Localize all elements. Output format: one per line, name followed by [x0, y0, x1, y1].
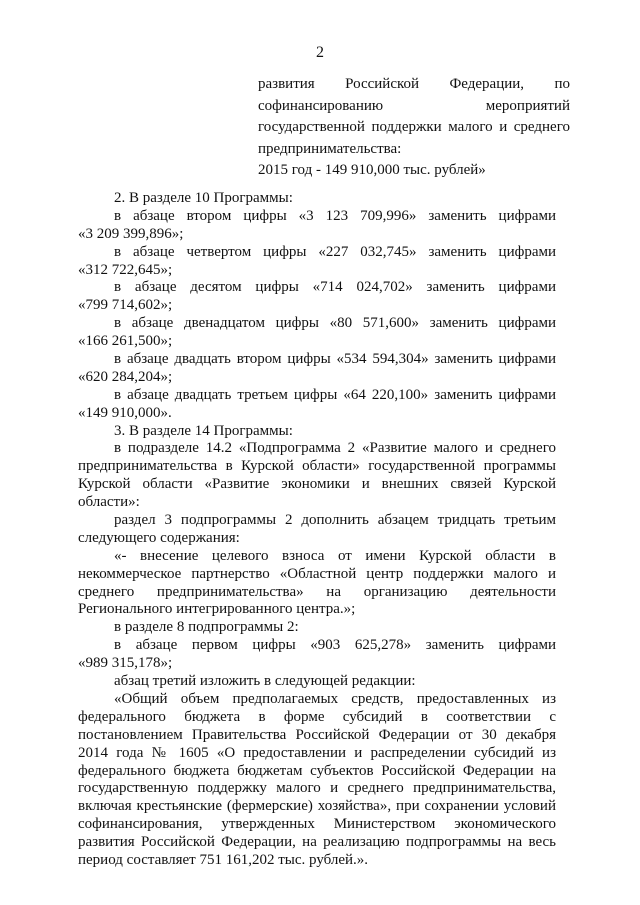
body-line: некоммерческое партнерство «Областной центр поддержки малого и [78, 565, 556, 582]
body-line: 2. В разделе 10 Программы: [114, 190, 293, 206]
body-line: «3 209 399,896»; [78, 225, 184, 242]
body-line: в подразделе 14.2 «Подпрограмма 2 «Развитие малого и среднего [114, 440, 556, 457]
body-line: постановлением Правительства Российской Федерации от 30 декабря [78, 726, 556, 743]
body-line: «799 714,602»; [78, 297, 173, 314]
continuation-line: предпринимательства: [258, 140, 402, 157]
body-line: в абзаце двадцать втором цифры «534 594,304» заменить цифрами [114, 351, 556, 368]
body-line: федерального бюджета в форме субсидий в соответствии с [78, 708, 556, 725]
body-line: «312 722,645»; [78, 261, 173, 278]
body-line: «166 261,500»; [78, 333, 173, 350]
body-line: в разделе 8 подпрограммы 2: [114, 619, 299, 636]
body-line: период составляет 751 161,202 тыс. рублей.». [78, 851, 369, 868]
body-line: включая крестьянские (фермерские) хозяйства», при сохранении условий [78, 798, 556, 815]
body-line: развития Российской Федерации, на реализацию подпрограммы на весь [78, 834, 556, 851]
body-line: следующего содержания: [78, 529, 240, 546]
continuation-block [258, 74, 570, 182]
body-line: среднего предпринимательства» на организацию деятельности [78, 583, 556, 600]
document-body [78, 190, 556, 870]
body-line: области»: [78, 494, 140, 511]
body-line: абзац третий изложить в следующей редакции: [114, 673, 416, 690]
page-number: 2 [316, 44, 324, 61]
continuation-line: государственной поддержки малого и среднего [258, 119, 570, 135]
body-line: «- внесение целевого взноса от имени Курской области в [114, 547, 556, 564]
body-line: федерального бюджета бюджетам субъектов Российской Федерации на [78, 762, 556, 779]
body-line: в абзаце втором цифры «3 123 709,996» заменить цифрами [114, 207, 556, 224]
continuation-line: 2015 год - 149 910,000 тыс. рублей» [258, 162, 486, 178]
body-line: в абзаце первом цифры «903 625,278» заменить цифрами [114, 637, 556, 654]
body-line: в абзаце четвертом цифры «227 032,745» заменить цифрами [114, 243, 556, 260]
body-line: 3. В разделе 14 Программы: [114, 422, 293, 439]
body-line: «Общий объем предполагаемых средств, предоставленных из [114, 690, 556, 707]
body-line: софинансирования, утвержденных Министерством экономического [78, 816, 556, 833]
body-line: «620 284,204»; [78, 368, 173, 385]
continuation-line: софинансированию мероприятий [258, 97, 570, 114]
body-line: Регионального интегрированного центра.»; [78, 601, 356, 618]
body-line: в абзаце двенадцатом цифры «80 571,600» заменить цифрами [114, 315, 556, 332]
body-line: государственную поддержку малого и среднего предпринимательства, [78, 780, 556, 797]
continuation-line: развития Российской Федерации, по [258, 76, 570, 92]
body-line: предпринимательства в Курской области» государственной программы [78, 458, 556, 475]
body-line: раздел 3 подпрограммы 2 дополнить абзацем тридцать третьим [114, 512, 556, 529]
body-line: «149 910,000». [78, 404, 172, 421]
body-line: «989 315,178»; [78, 655, 173, 672]
body-line: в абзаце двадцать третьем цифры «64 220,100» заменить цифрами [114, 386, 556, 403]
body-line: 2014 года № 1605 «О предоставлении и распределении субсидий из [78, 744, 556, 761]
body-line: Курской области «Развитие экономики и внешних связей Курской [78, 476, 556, 493]
body-line: в абзаце десятом цифры «714 024,702» заменить цифрами [114, 279, 556, 296]
